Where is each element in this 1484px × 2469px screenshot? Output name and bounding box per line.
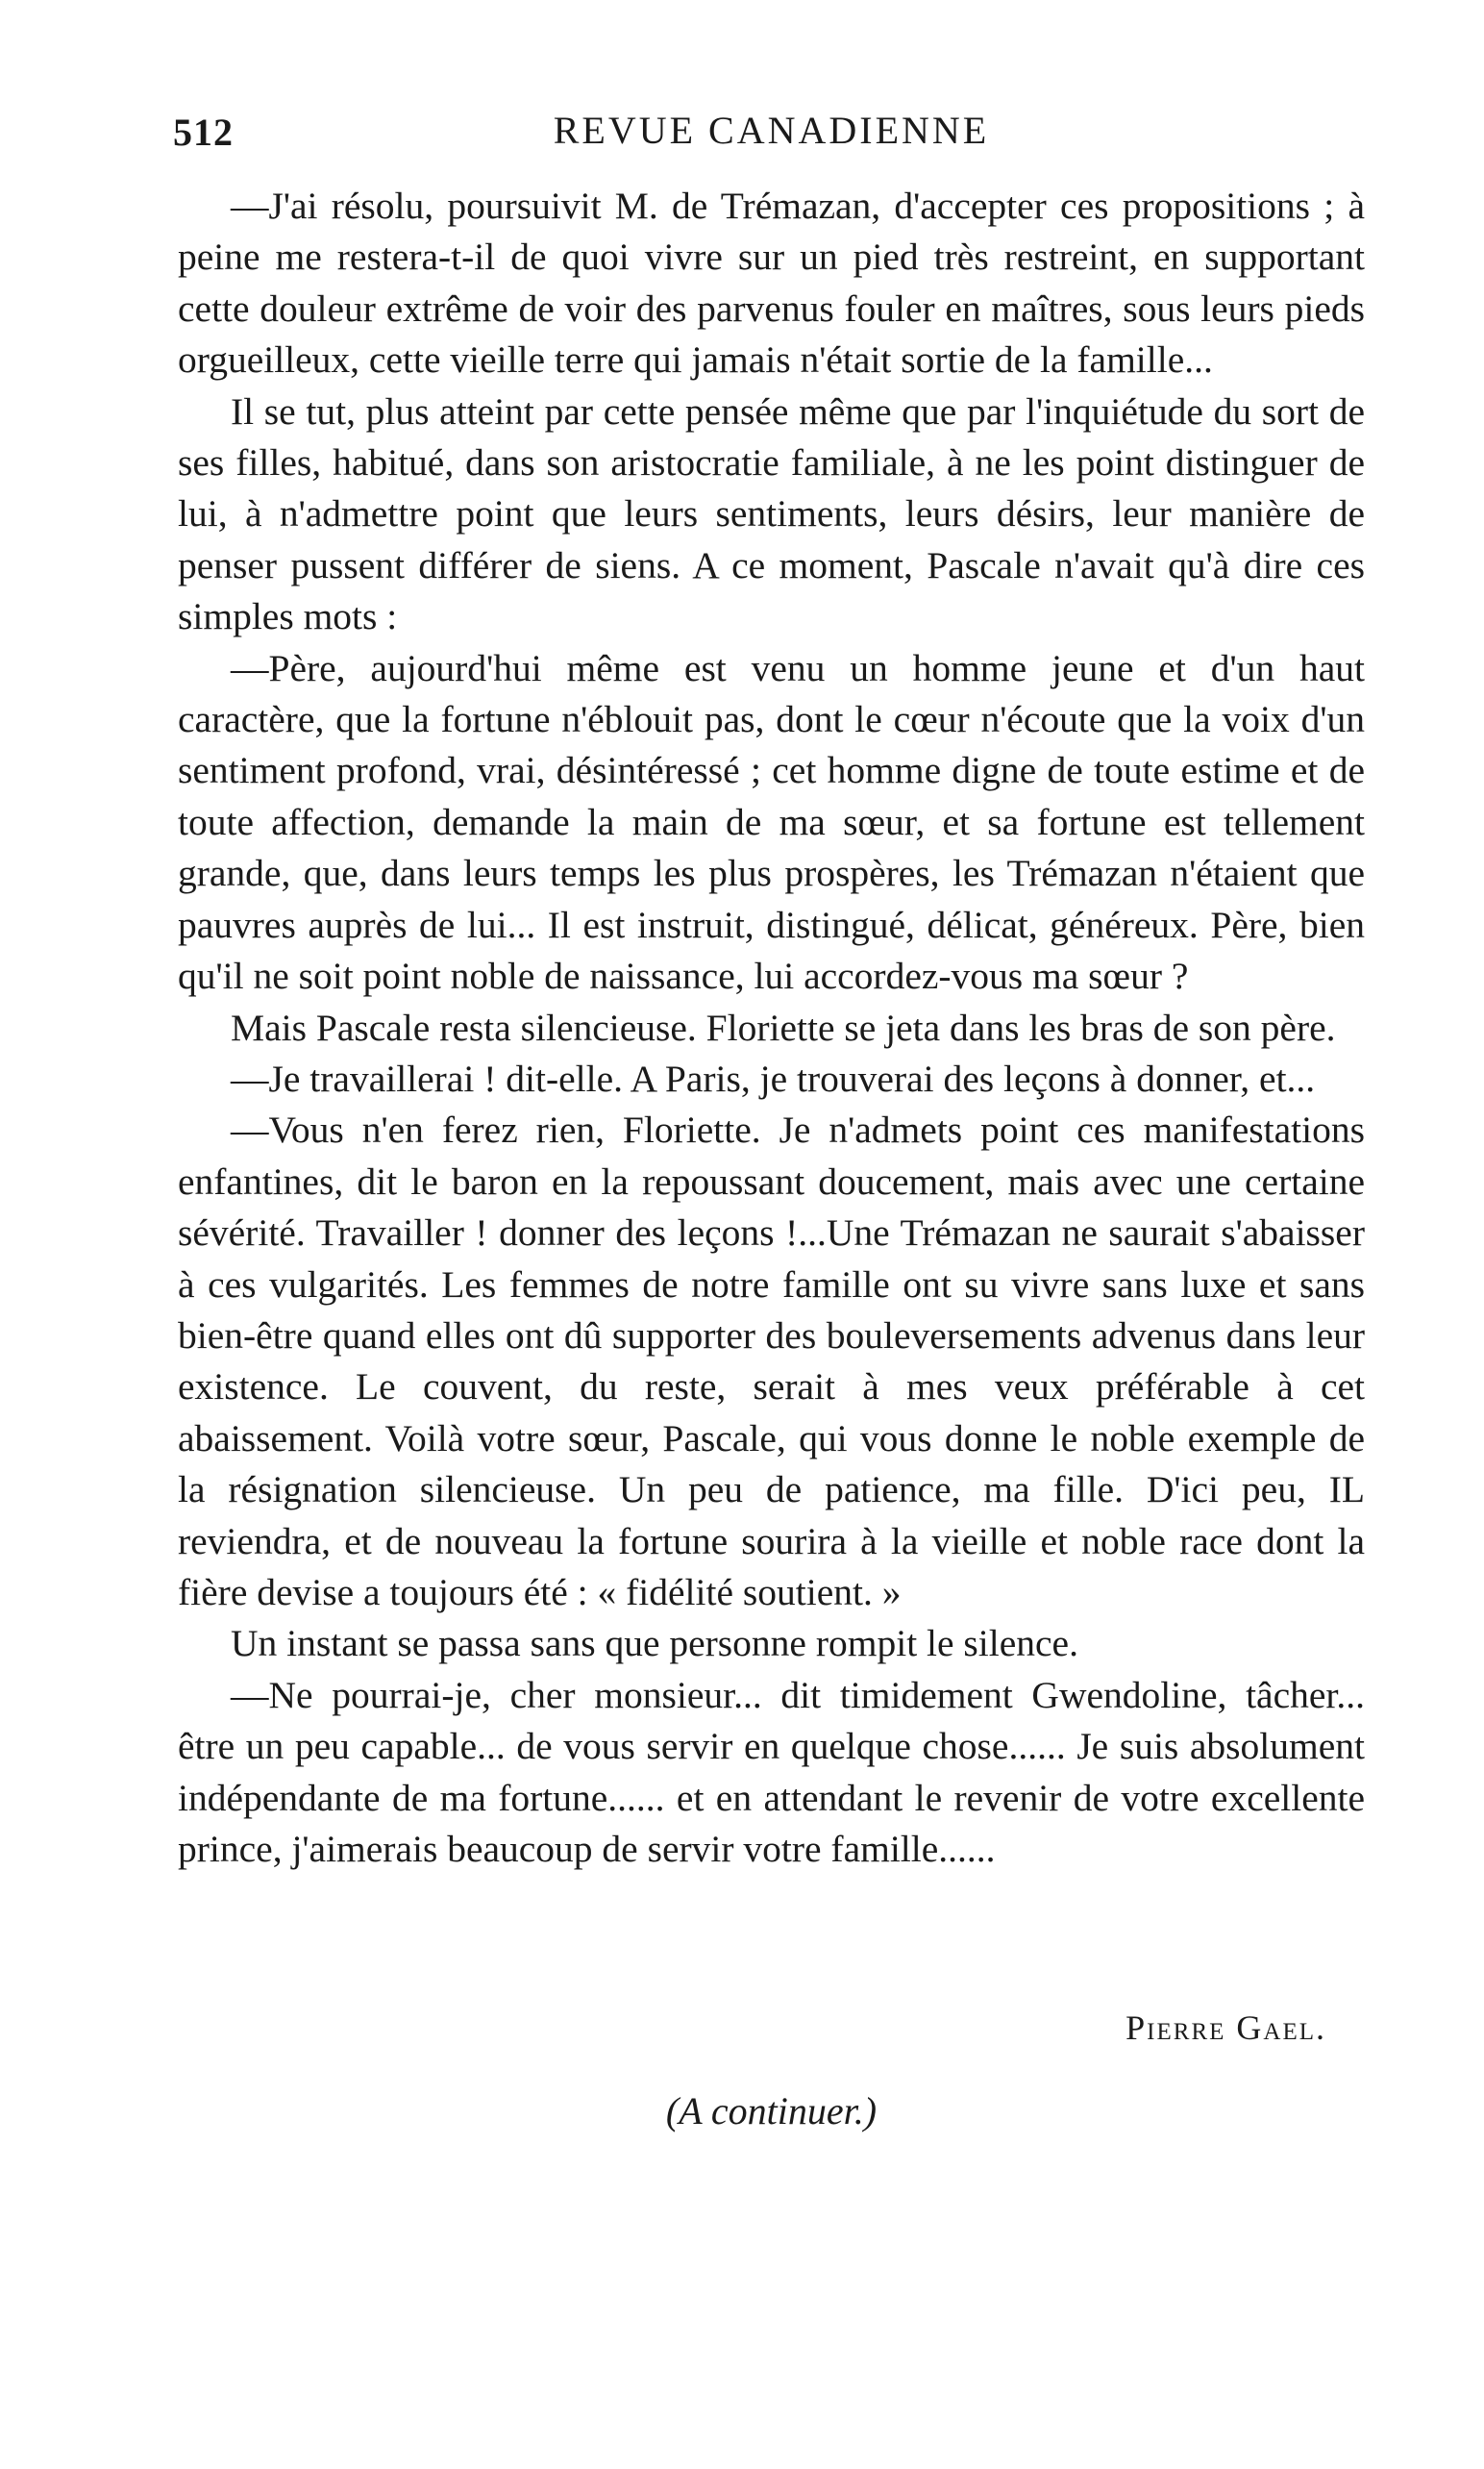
page-header bbox=[173, 104, 1370, 162]
continuation-note: (A continuer.) bbox=[665, 2089, 878, 2132]
paragraph: —J'ai résolu, poursuivit M. de Trémazan, d'accepter ces propositions ; à peine me restera-t-il de quoi vivre sur un pied très restreint, en supportant cette douleur extrême de voir des parvenus fouler en maîtres, sous leurs pieds orgueilleux, cette vieille terre qui jamais n'était sortie de la famille... bbox=[178, 185, 1365, 382]
author-signature: Pierre Gael. bbox=[1125, 2008, 1326, 2047]
paragraph: —Ne pourrai-je, cher monsieur... dit timidement Gwendoline, tâcher... être un peu capable... de vous servir en quelque chose...... Je suis absolument indépendante de ma fortune...... et en attendant le revenir de votre excellente prince, j'aimerais beaucoup de servir votre famille...... bbox=[178, 1673, 1365, 1870]
running-title: REVUE CANADIENNE bbox=[553, 109, 990, 152]
paragraph: —Père, aujourd'hui même est venu un homme jeune et d'un haut caractère, que la fortune n'éblouit pas, dont le cœur n'écoute que la voix d'un sentiment profond, vrai, désintéressé ; cet homme digne de toute estime et de toute affection, demande la main de ma sœur, et sa fortune est tellement grande, que, dans leurs temps les plus prospères, les Trémazan n'étaient que pauvres auprès de lui... Il est instruit, distingué, délicat, généreux. Père, bien qu'il ne soit point noble de naissance, lui accordez-vous ma sœur ? bbox=[178, 646, 1365, 998]
paragraph: Un instant se passa sans que personne rompit le silence. bbox=[231, 1622, 1078, 1665]
paragraph: —Je travaillerai ! dit-elle. A Paris, je trouverai des leçons à donner, et... bbox=[231, 1057, 1316, 1100]
paragraph: —Vous n'en ferez rien, Floriette. Je n'admets point ces manifestations enfantines, dit le baron en la repoussant doucement, mais avec une certaine sévérité. Travailler ! donner des leçons !...Une Trémazan ne saurait s'abaisser à ces vulgarités. Les femmes de notre famille ont su vivre sans luxe et sans bien-être quand elles ont dû supporter des bouleversements advenus dans leur existence. Le couvent, du reste, serait à mes veux préférable à cet abaissement. Voilà votre sœur, Pascale, qui vous donne le noble exemple de la résignation silencieuse. Un peu de patience, ma fille. D'ici peu, IL reviendra, et de nouveau la fortune sourira à la vieille et noble race dont la fière devise a toujours été : « fidélité soutient. » bbox=[178, 1109, 1365, 1613]
article-body bbox=[178, 181, 1365, 1875]
page-number: 512 bbox=[173, 111, 234, 154]
paragraph: Mais Pascale resta silencieuse. Floriette se jeta dans les bras de son père. bbox=[231, 1006, 1336, 1049]
paragraph: Il se tut, plus atteint par cette pensée même que par l'inquiétude du sort de ses filles, habitué, dans son aristocratie familiale, à ne les point distinguer de lui, à n'admettre point que leurs sentiments, leurs désirs, leur manière de penser pussent différer de siens. A ce moment, Pascale n'avait qu'à dire ces simples mots : bbox=[178, 389, 1365, 638]
